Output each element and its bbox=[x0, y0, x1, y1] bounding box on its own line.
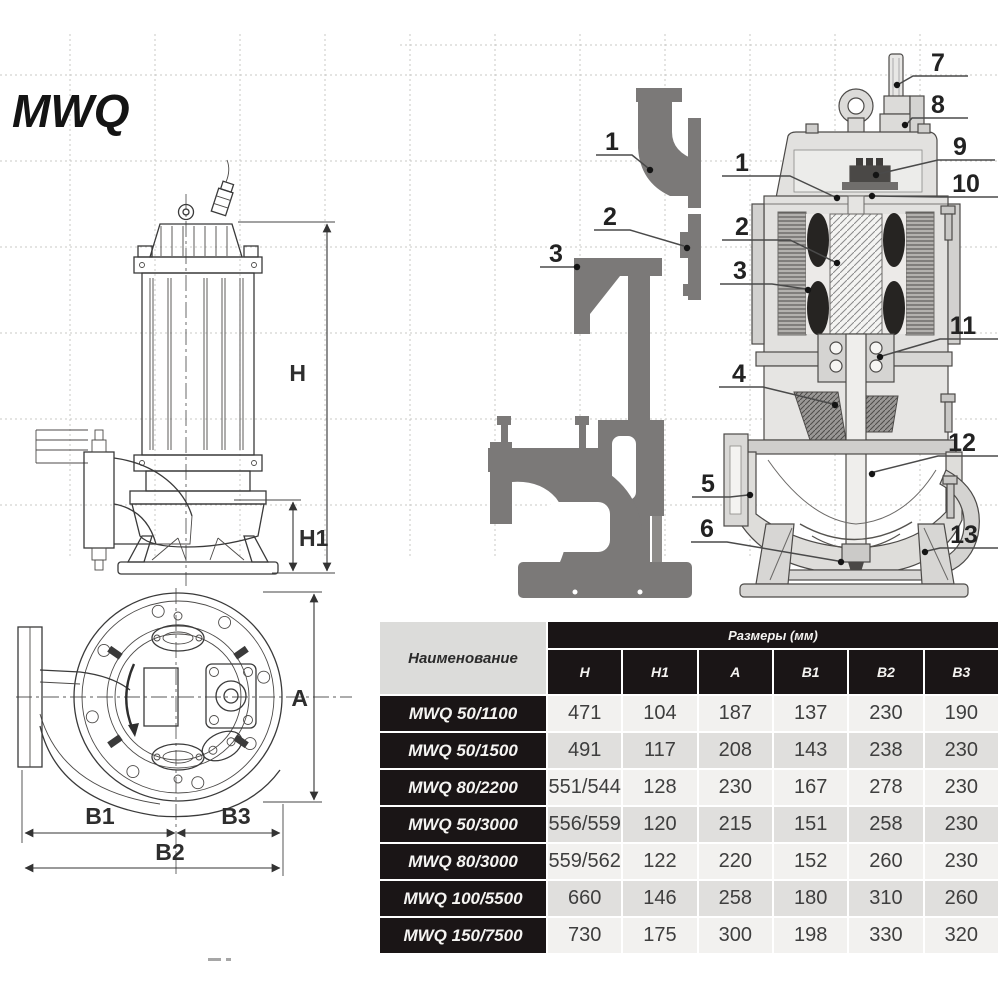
value-cell: 258 bbox=[849, 807, 922, 842]
pump-side-view bbox=[36, 160, 335, 586]
value-cell: 175 bbox=[623, 918, 696, 953]
callout-9: 9 bbox=[953, 133, 967, 161]
value-cell: 208 bbox=[699, 733, 772, 768]
model-name-cell: MWQ 150/7500 bbox=[380, 918, 546, 953]
callout-2: 2 bbox=[603, 203, 617, 231]
callout-1: 1 bbox=[605, 128, 619, 156]
dimension-h bbox=[238, 222, 335, 573]
col-header-b3: B3 bbox=[925, 650, 998, 694]
table-row bbox=[380, 844, 998, 879]
value-cell: 122 bbox=[623, 844, 696, 879]
callout-4: 4 bbox=[732, 360, 746, 388]
value-cell: 190 bbox=[925, 696, 998, 731]
name-column-header: Наименование bbox=[380, 622, 546, 694]
value-cell: 320 bbox=[925, 918, 998, 953]
pump-top-view bbox=[16, 588, 352, 878]
value-cell: 556/559 bbox=[548, 807, 621, 842]
table-row bbox=[380, 807, 998, 842]
dimension-b2 bbox=[25, 839, 280, 868]
value-cell: 180 bbox=[774, 881, 847, 916]
callout-8: 8 bbox=[931, 91, 945, 119]
value-cell: 230 bbox=[925, 807, 998, 842]
value-cell: 187 bbox=[699, 696, 772, 731]
dimensions-table bbox=[378, 620, 1000, 955]
value-cell: 230 bbox=[925, 733, 998, 768]
value-cell: 258 bbox=[699, 881, 772, 916]
callout-6: 6 bbox=[700, 515, 714, 543]
spec-table-body bbox=[380, 696, 998, 953]
model-name-cell: MWQ 50/1100 bbox=[380, 696, 546, 731]
table-row bbox=[380, 770, 998, 805]
col-header-b2: B2 bbox=[849, 650, 922, 694]
installation-exploded-view bbox=[488, 88, 701, 598]
value-cell: 230 bbox=[925, 770, 998, 805]
value-cell: 146 bbox=[623, 881, 696, 916]
value-cell: 143 bbox=[774, 733, 847, 768]
dimension-b1-b3 bbox=[22, 770, 283, 876]
callout-3: 3 bbox=[549, 240, 563, 268]
model-name-cell: MWQ 80/3000 bbox=[380, 844, 546, 879]
callout-7: 7 bbox=[931, 49, 945, 77]
table-row bbox=[380, 733, 998, 768]
value-cell: 215 bbox=[699, 807, 772, 842]
dim-label-a: A bbox=[291, 685, 308, 711]
value-cell: 300 bbox=[699, 918, 772, 953]
value-cell: 117 bbox=[623, 733, 696, 768]
dim-label-h1: H1 bbox=[299, 525, 329, 551]
page-title: MWQ bbox=[12, 85, 130, 137]
value-cell: 104 bbox=[623, 696, 696, 731]
sizes-header: Размеры (мм) bbox=[548, 622, 998, 648]
value-cell: 230 bbox=[849, 696, 922, 731]
artifact-mark bbox=[208, 958, 234, 961]
callout-1: 1 bbox=[735, 149, 749, 177]
table-row bbox=[380, 696, 998, 731]
value-cell: 152 bbox=[774, 844, 847, 879]
callout-11: 11 bbox=[949, 312, 977, 340]
value-cell: 120 bbox=[623, 807, 696, 842]
value-cell: 238 bbox=[849, 733, 922, 768]
value-cell: 230 bbox=[699, 770, 772, 805]
dim-label-b1: B1 bbox=[85, 803, 115, 829]
model-name-cell: MWQ 100/5500 bbox=[380, 881, 546, 916]
callout-10: 10 bbox=[952, 170, 980, 198]
value-cell: 151 bbox=[774, 807, 847, 842]
value-cell: 278 bbox=[849, 770, 922, 805]
dim-label-b3: B3 bbox=[221, 803, 251, 829]
model-name-cell: MWQ 50/1500 bbox=[380, 733, 546, 768]
value-cell: 137 bbox=[774, 696, 847, 731]
col-header-a: A bbox=[699, 650, 772, 694]
value-cell: 260 bbox=[925, 881, 998, 916]
table-row bbox=[380, 918, 998, 953]
col-header-h1: H1 bbox=[623, 650, 696, 694]
col-header-h: H bbox=[548, 650, 621, 694]
value-cell: 260 bbox=[849, 844, 922, 879]
value-cell: 167 bbox=[774, 770, 847, 805]
value-cell: 128 bbox=[623, 770, 696, 805]
value-cell: 330 bbox=[849, 918, 922, 953]
callout-5: 5 bbox=[701, 470, 715, 498]
value-cell: 730 bbox=[548, 918, 621, 953]
pump-cross-section bbox=[691, 49, 998, 597]
col-header-b1: B1 bbox=[774, 650, 847, 694]
model-name-cell: MWQ 80/2200 bbox=[380, 770, 546, 805]
value-cell: 220 bbox=[699, 844, 772, 879]
callout-13: 13 bbox=[950, 521, 978, 549]
value-cell: 471 bbox=[548, 696, 621, 731]
value-cell: 491 bbox=[548, 733, 621, 768]
callout-2: 2 bbox=[735, 213, 749, 241]
value-cell: 198 bbox=[774, 918, 847, 953]
dim-label-h: H bbox=[289, 360, 306, 386]
callout-3: 3 bbox=[733, 257, 747, 285]
table-row bbox=[380, 881, 998, 916]
value-cell: 559/562 bbox=[548, 844, 621, 879]
value-cell: 310 bbox=[849, 881, 922, 916]
dim-label-b2: B2 bbox=[155, 839, 185, 865]
callout-12: 12 bbox=[948, 429, 976, 457]
value-cell: 551/544 bbox=[548, 770, 621, 805]
value-cell: 230 bbox=[925, 844, 998, 879]
model-name-cell: MWQ 50/3000 bbox=[380, 807, 546, 842]
value-cell: 660 bbox=[548, 881, 621, 916]
